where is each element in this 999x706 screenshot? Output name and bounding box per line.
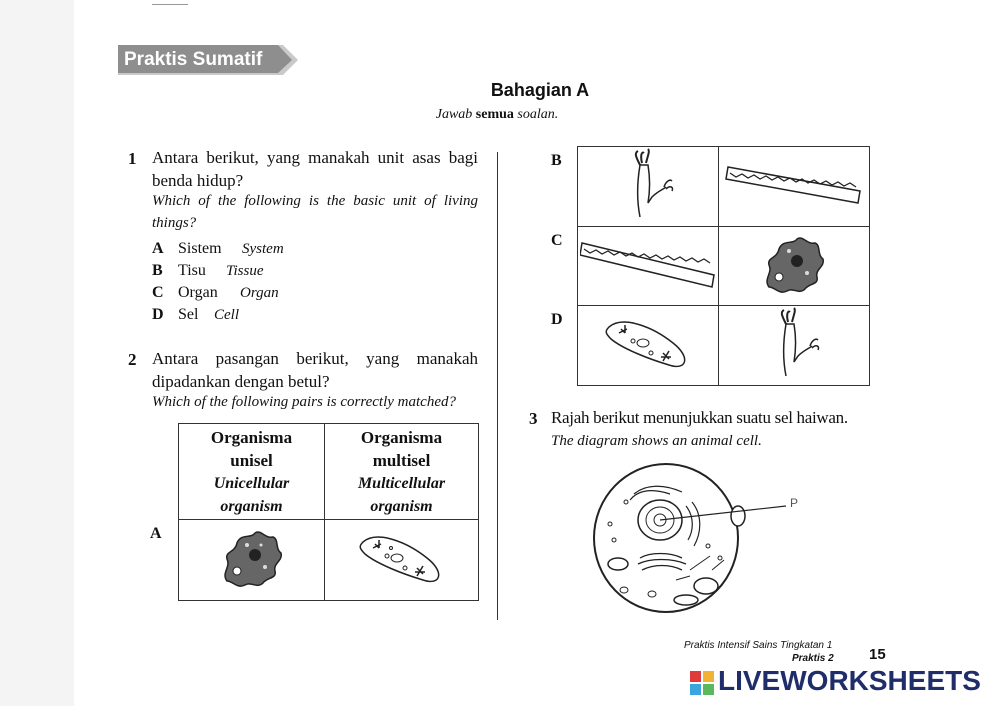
animal-cell-icon	[590, 460, 815, 620]
q1-text-ms: Antara berikut, yang manakah unit asas bagi benda hidup?	[152, 148, 478, 190]
q2-d-unicellular	[578, 306, 719, 386]
banner-label: Praktis Sumatif	[124, 49, 263, 70]
q1-text-en: Which of the following is the basic unit of living things?	[152, 193, 478, 231]
q2-c-unicellular	[578, 227, 719, 306]
hydra-icon	[618, 147, 678, 221]
cell-label-p: P	[790, 496, 799, 510]
q3-text-ms: Rajah berikut menunjukkan suatu sel haiwan.	[551, 408, 848, 427]
q1-option-c[interactable]: C Organ Organ	[152, 284, 279, 301]
q2-d-multicellular	[719, 306, 870, 386]
spirogyra-icon	[724, 159, 864, 209]
paramecium-icon	[357, 528, 447, 588]
top-rule	[152, 4, 188, 5]
footer-book-title: Praktis Intensif Sains Tingkatan 1	[684, 640, 833, 651]
q2-a-unicellular	[179, 520, 325, 601]
q2-b-unicellular	[578, 147, 719, 227]
q1-number: 1	[128, 149, 137, 168]
liveworksheets-icon	[690, 671, 714, 695]
praktis-sumatif-banner	[118, 45, 298, 75]
q2-row-c-label: C	[551, 232, 563, 249]
q3-text-en: The diagram shows an animal cell.	[551, 433, 762, 449]
q2-row-a-label: A	[150, 525, 162, 542]
animal-cell-diagram	[590, 460, 815, 620]
q2-text-en: Which of the following pairs is correctly matched?	[152, 394, 456, 410]
liveworksheets-text: LIVEWORKSHEETS	[718, 665, 981, 696]
q2-a-multicellular	[325, 520, 479, 601]
hydra-icon	[764, 306, 824, 380]
q2-table-left	[178, 423, 479, 601]
footer-praktis: Praktis 2	[792, 653, 834, 664]
column-divider	[497, 152, 498, 620]
amoeba-icon	[217, 523, 287, 593]
section-instruction: Jawab semua soalan.	[435, 107, 559, 122]
amoeba-icon	[759, 229, 829, 299]
paramecium-icon	[603, 313, 693, 373]
scan-margin	[0, 0, 74, 706]
q1-option-b[interactable]: B Tisu Tissue	[152, 262, 264, 279]
q3-number: 3	[529, 409, 538, 428]
q2-row-d-label: D	[551, 311, 563, 328]
q2-number: 2	[128, 350, 137, 369]
q2-text-ms: Antara pasangan berikut, yang manakah dipadankan dengan betul?	[152, 349, 478, 391]
q2-col2-header: Organisma multisel Multicellular organism	[325, 424, 479, 520]
q2-row-b-label: B	[551, 152, 562, 169]
q2-table-right	[577, 146, 870, 386]
q2-b-multicellular	[719, 147, 870, 227]
q2-c-multicellular	[719, 227, 870, 306]
section-title: Bahagian A	[490, 80, 590, 100]
page-number: 15	[869, 646, 886, 663]
q1-option-a[interactable]: A Sistem System	[152, 240, 284, 257]
spirogyra-icon	[580, 239, 716, 289]
q2-col1-header: Organisma unisel Unicellular organism	[179, 424, 325, 520]
q1-option-d[interactable]: D Sel Cell	[152, 306, 239, 323]
